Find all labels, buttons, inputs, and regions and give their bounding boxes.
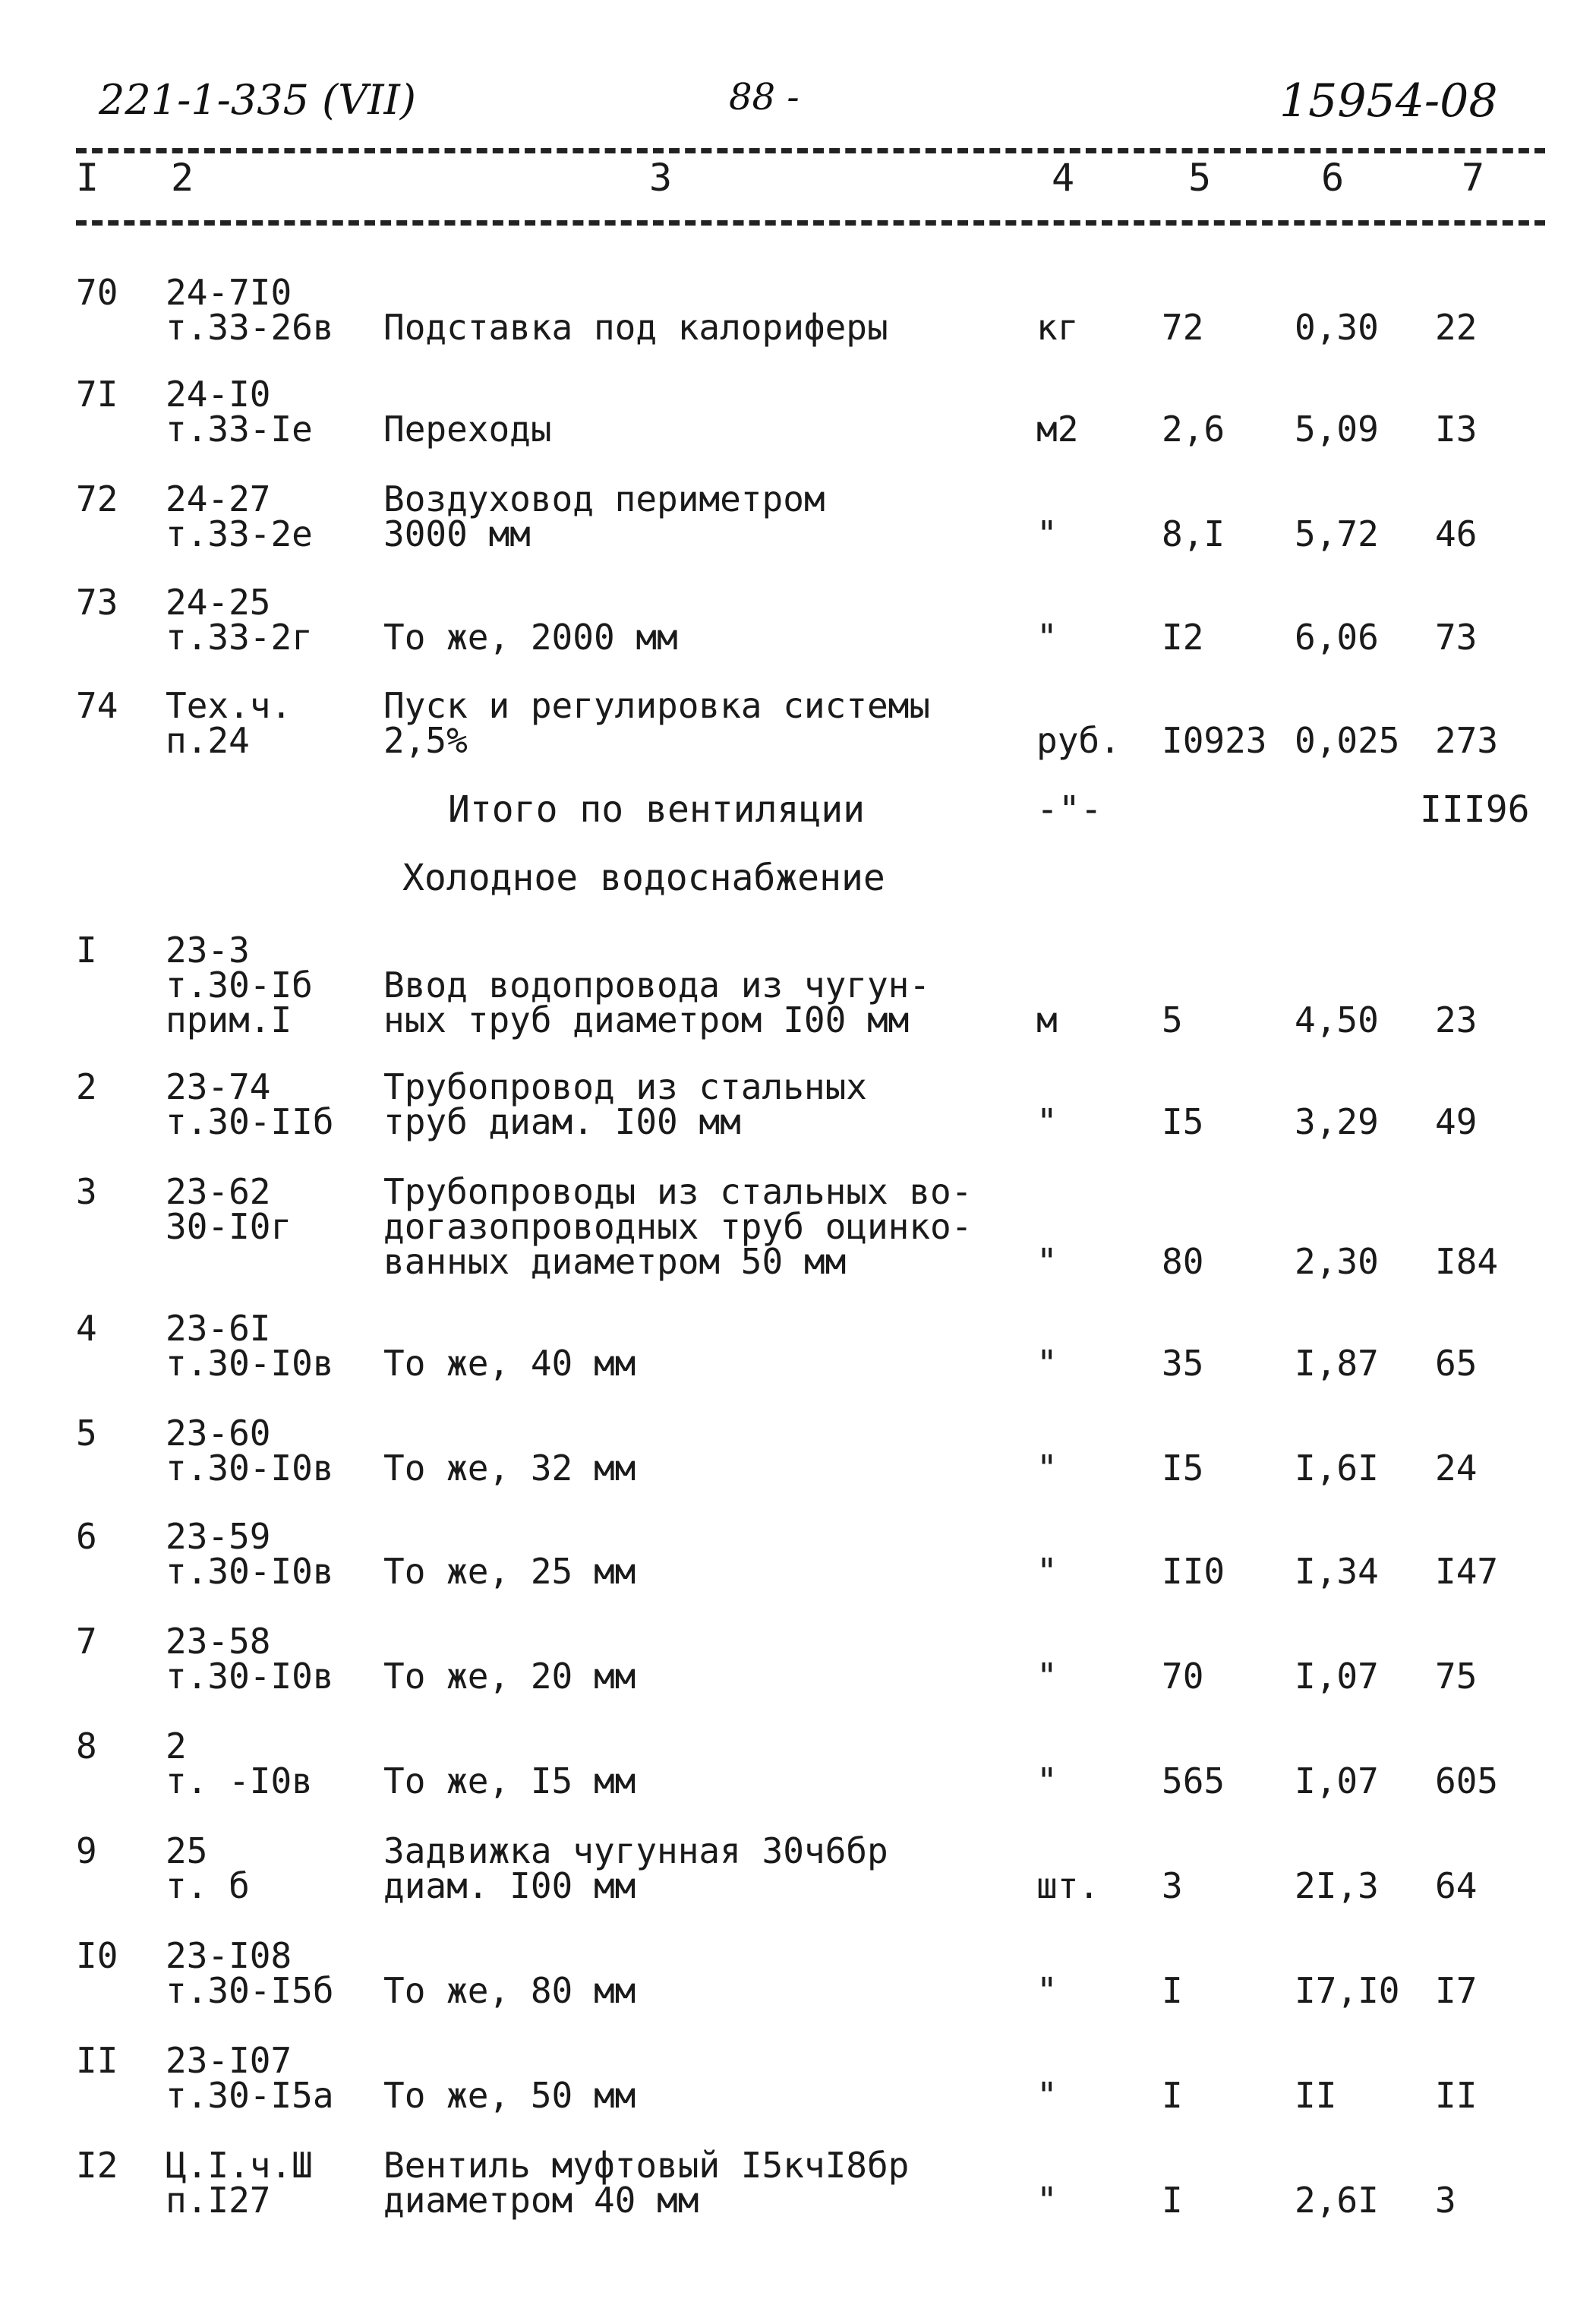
row-description-line: ных труб диаметром I00 мм: [383, 999, 910, 1040]
row-code-line: 24-27: [166, 478, 271, 519]
row-unit-price: 5,72: [1295, 513, 1379, 554]
row-description-line: То же, 25 мм: [383, 1551, 636, 1592]
row-number: 3: [76, 1171, 97, 1212]
row-unit-price: I,87: [1295, 1343, 1379, 1384]
row-quantity: 72: [1162, 307, 1204, 348]
row-total: 75: [1435, 1656, 1478, 1697]
row-unit: ": [1036, 513, 1058, 554]
row-number: 7: [76, 1621, 97, 1662]
page-number: 88 -: [729, 76, 800, 118]
row-code-line: т. -I0в: [166, 1760, 313, 1801]
row-unit: ": [1036, 1551, 1058, 1592]
row-code-line: т.30-I0в: [166, 1343, 334, 1384]
row-number: 2: [76, 1066, 97, 1107]
row-total: II: [1435, 2075, 1478, 2116]
row-number: 7I: [76, 374, 118, 415]
row-total: 3: [1435, 2180, 1456, 2221]
row-total: I7: [1435, 1970, 1478, 2011]
row-unit: кг: [1036, 307, 1079, 348]
row-code-line: 30-I0г: [166, 1206, 292, 1247]
row-number: 6: [76, 1516, 97, 1557]
row-unit-price: 2,6I: [1295, 2180, 1379, 2221]
row-description-line: Подставка под калориферы: [383, 307, 888, 348]
row-code-line: т.33-Iе: [166, 409, 313, 450]
row-unit-price: 6,06: [1295, 617, 1379, 658]
row-description-line: Трубопроводы из стальных во-: [383, 1171, 973, 1212]
row-quantity: I: [1162, 2180, 1183, 2221]
row-description-line: труб диам. I00 мм: [383, 1101, 741, 1142]
row-total: 73: [1435, 617, 1478, 658]
row-unit-price: 0,025: [1295, 720, 1400, 761]
row-total: I47: [1435, 1551, 1499, 1592]
column-header-3: 3: [649, 156, 673, 200]
row-total: 24: [1435, 1448, 1478, 1489]
row-quantity: 8,I: [1162, 513, 1225, 554]
row-code-line: п.I27: [166, 2180, 271, 2221]
row-quantity: 3: [1162, 1865, 1183, 1906]
row-description-line: 2,5%: [383, 720, 468, 761]
row-unit-price: I,34: [1295, 1551, 1379, 1592]
row-number: 74: [76, 685, 118, 726]
row-total: I3: [1435, 409, 1478, 450]
row-code-line: 24-7I0: [166, 272, 292, 313]
document-number: 15954-08: [1279, 74, 1498, 128]
row-unit: ": [1036, 617, 1058, 658]
row-code-line: 23-6I: [166, 1308, 271, 1349]
row-unit-price: I,07: [1295, 1656, 1379, 1697]
row-total: 273: [1435, 720, 1499, 761]
row-quantity: I5: [1162, 1448, 1204, 1489]
row-total: 22: [1435, 307, 1478, 348]
row-quantity: 35: [1162, 1343, 1204, 1384]
row-description-line: Переходы: [383, 409, 552, 450]
row-number: 9: [76, 1830, 97, 1871]
row-code-line: 23-I07: [166, 2040, 292, 2081]
row-unit: руб.: [1036, 720, 1121, 761]
row-quantity: 5: [1162, 999, 1183, 1040]
row-quantity: 70: [1162, 1656, 1204, 1697]
row-unit: ": [1036, 1448, 1058, 1489]
row-total: 605: [1435, 1760, 1499, 1801]
row-number: 73: [76, 582, 118, 623]
row-quantity: I: [1162, 1970, 1183, 2011]
row-number: 5: [76, 1413, 97, 1454]
row-code-line: 25: [166, 1830, 208, 1871]
row-unit-price: II: [1295, 2075, 1337, 2116]
row-quantity: I5: [1162, 1101, 1204, 1142]
header-top-rule: [76, 148, 1545, 153]
row-unit-price: I7,I0: [1295, 1970, 1400, 2011]
row-unit-price: 2I,3: [1295, 1865, 1379, 1906]
row-unit: ": [1036, 1343, 1058, 1384]
row-code-line: т.30-Iб: [166, 965, 313, 1006]
row-code-line: 23-74: [166, 1066, 271, 1107]
column-header-2: 2: [171, 156, 194, 200]
row-code-line: Ц.I.ч.Ш: [166, 2145, 313, 2186]
row-unit-price: 0,30: [1295, 307, 1379, 348]
row-code-line: т.33-2г: [166, 617, 313, 658]
row-code-line: 24-25: [166, 582, 271, 623]
subtotal-unit: -"-: [1036, 788, 1102, 831]
row-code-line: т.30-I5а: [166, 2075, 334, 2116]
row-description-line: То же, 20 мм: [383, 1656, 636, 1697]
column-header-1: I: [76, 156, 99, 200]
row-description-line: То же, 2000 мм: [383, 617, 678, 658]
row-description-line: ванных диаметром 50 мм: [383, 1241, 847, 1282]
row-quantity: II0: [1162, 1551, 1225, 1592]
subtotal-total: III96: [1420, 788, 1530, 831]
row-unit-price: I,07: [1295, 1760, 1379, 1801]
row-description-line: диаметром 40 мм: [383, 2180, 699, 2221]
section-title: Холодное водоснабжение: [402, 857, 885, 899]
row-number: I: [76, 930, 97, 971]
row-total: 65: [1435, 1343, 1478, 1384]
row-code-line: 23-3: [166, 930, 250, 971]
row-number: I2: [76, 2145, 118, 2186]
row-description-line: диам. I00 мм: [383, 1865, 636, 1906]
row-code-line: п.24: [166, 720, 250, 761]
row-quantity: I2: [1162, 617, 1204, 658]
row-unit: ": [1036, 2180, 1058, 2221]
row-code-line: 23-60: [166, 1413, 271, 1454]
row-number: 4: [76, 1308, 97, 1349]
row-number: 70: [76, 272, 118, 313]
row-code-line: 23-I08: [166, 1935, 292, 1976]
row-unit: шт.: [1036, 1865, 1100, 1906]
row-unit-price: I,6I: [1295, 1448, 1379, 1489]
column-header-6: 6: [1321, 156, 1345, 200]
header-bottom-rule: [76, 220, 1545, 226]
row-code-line: 23-62: [166, 1171, 271, 1212]
row-code-line: т.30-I0в: [166, 1656, 334, 1697]
row-description-line: Пуск и регулировка системы: [383, 685, 931, 726]
row-unit: ": [1036, 1656, 1058, 1697]
row-description-line: догазопроводных труб оцинко-: [383, 1206, 973, 1247]
row-number: 72: [76, 478, 118, 519]
subtotal-label: Итого по вентиляции: [448, 788, 866, 831]
row-unit-price: 3,29: [1295, 1101, 1379, 1142]
row-number: 8: [76, 1726, 97, 1767]
row-code-line: прим.I: [166, 999, 292, 1040]
row-code-line: 23-59: [166, 1516, 271, 1557]
column-header-4: 4: [1052, 156, 1075, 200]
row-code-line: Тех.ч.: [166, 685, 292, 726]
row-quantity: 80: [1162, 1241, 1204, 1282]
row-total: 46: [1435, 513, 1478, 554]
row-description-line: 3000 мм: [383, 513, 531, 554]
row-description-line: Вентиль муфтовый I5кчI8бр: [383, 2145, 910, 2186]
row-unit: ": [1036, 1101, 1058, 1142]
row-number: I0: [76, 1935, 118, 1976]
column-header-7: 7: [1462, 156, 1485, 200]
row-unit-price: 5,09: [1295, 409, 1379, 450]
document-code: 221-1-335 (VII): [99, 76, 416, 124]
row-description-line: Ввод водопровода из чугун-: [383, 965, 931, 1006]
row-description-line: То же, 50 мм: [383, 2075, 636, 2116]
row-total: 49: [1435, 1101, 1478, 1142]
row-total: I84: [1435, 1241, 1499, 1282]
row-description-line: То же, 40 мм: [383, 1343, 636, 1384]
row-description-line: Воздуховод периметром: [383, 478, 825, 519]
row-code-line: т. б: [166, 1865, 250, 1906]
row-quantity: 565: [1162, 1760, 1225, 1801]
row-description-line: То же, 80 мм: [383, 1970, 636, 2011]
row-description-line: То же, I5 мм: [383, 1760, 636, 1801]
row-total: 64: [1435, 1865, 1478, 1906]
row-unit: ": [1036, 1241, 1058, 1282]
row-code-line: т.30-I0в: [166, 1448, 334, 1489]
row-unit-price: 2,30: [1295, 1241, 1379, 1282]
row-unit: м: [1036, 999, 1058, 1040]
row-description-line: Задвижка чугунная 30ч6бр: [383, 1830, 888, 1871]
row-unit: ": [1036, 1970, 1058, 2011]
row-unit: м2: [1036, 409, 1079, 450]
row-code-line: т.33-2е: [166, 513, 313, 554]
row-code-line: 24-I0: [166, 374, 271, 415]
row-description-line: То же, 32 мм: [383, 1448, 636, 1489]
row-code-line: т.30-I5б: [166, 1970, 334, 2011]
row-total: 23: [1435, 999, 1478, 1040]
row-code-line: 2: [166, 1726, 187, 1767]
row-quantity: 2,6: [1162, 409, 1225, 450]
row-unit: ": [1036, 2075, 1058, 2116]
row-unit: ": [1036, 1760, 1058, 1801]
row-code-line: т.33-26в: [166, 307, 334, 348]
row-code-line: т.30-I0в: [166, 1551, 334, 1592]
row-unit-price: 4,50: [1295, 999, 1379, 1040]
row-quantity: I: [1162, 2075, 1183, 2116]
row-quantity: I0923: [1162, 720, 1267, 761]
row-code-line: 23-58: [166, 1621, 271, 1662]
row-number: II: [76, 2040, 118, 2081]
row-description-line: Трубопровод из стальных: [383, 1066, 867, 1107]
row-code-line: т.30-IIб: [166, 1101, 334, 1142]
column-header-5: 5: [1188, 156, 1212, 200]
